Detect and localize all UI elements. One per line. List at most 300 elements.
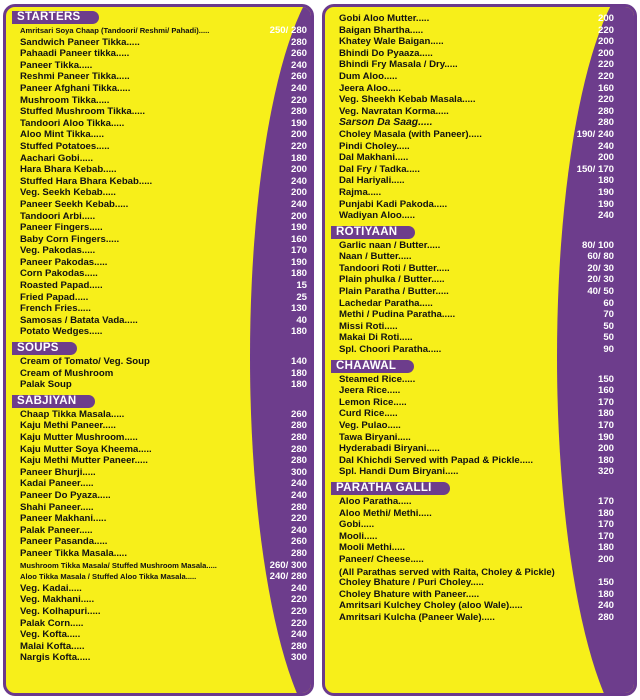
menu-item xyxy=(325,274,634,286)
menu-item xyxy=(6,292,311,304)
item-price: 200 xyxy=(597,36,614,48)
menu-item xyxy=(6,513,311,525)
item-price: 20/ 30 xyxy=(587,262,614,274)
item-price: 180 xyxy=(597,175,614,187)
menu-item xyxy=(325,420,634,432)
menu-item xyxy=(325,577,634,589)
item-price: 280 xyxy=(290,455,307,467)
item-name: Reshmi Paneer Tikka..... xyxy=(20,71,130,83)
menu-item xyxy=(325,106,634,118)
item-name: Tandoori Roti / Butter..... xyxy=(339,262,450,274)
item-name: Steamed Rice..... xyxy=(339,373,416,385)
item-name: Hara Bhara Kebab..... xyxy=(20,164,117,176)
item-price: 190 xyxy=(290,256,307,268)
item-price: 220 xyxy=(597,70,614,82)
menu-item xyxy=(6,187,311,199)
item-name: Stuffed Hara Bhara Kebab..... xyxy=(20,175,153,187)
item-price: 260/ 300 xyxy=(269,559,307,571)
item-price: 240 xyxy=(290,524,307,536)
item-name: Veg. Pulao..... xyxy=(339,420,401,431)
menu-item xyxy=(325,298,634,310)
menu-item xyxy=(325,542,634,554)
item-name: Kaju Methi Paneer..... xyxy=(20,420,116,432)
item-name: Plain phulka / Butter..... xyxy=(339,274,445,286)
item-price: 160 xyxy=(597,385,614,397)
item-name: Cream of Mushroom xyxy=(20,367,114,379)
menu-item xyxy=(6,618,311,630)
item-price: 220 xyxy=(290,605,307,617)
menu-item xyxy=(325,117,634,129)
item-name: Samosas / Batata Vada..... xyxy=(20,314,138,326)
menu-item xyxy=(325,321,634,333)
menu-section xyxy=(325,478,634,624)
item-name: Palak Corn..... xyxy=(20,617,84,629)
item-price: 240 xyxy=(597,600,614,612)
item-price: 180 xyxy=(597,542,614,554)
menu-item xyxy=(6,641,311,653)
menu-item xyxy=(325,129,634,141)
menu-item xyxy=(6,467,311,479)
item-name: Gobi..... xyxy=(339,519,375,531)
menu-item xyxy=(325,455,634,467)
item-name: Aloo Paratha..... xyxy=(339,495,412,507)
item-name: Veg. Kadai..... xyxy=(20,582,82,594)
item-price: 220 xyxy=(290,94,307,106)
item-price: 130 xyxy=(290,303,307,315)
menu-item xyxy=(6,268,311,280)
item-price: 240 xyxy=(290,582,307,594)
menu-item xyxy=(6,303,311,315)
menu-item xyxy=(6,548,311,560)
item-name: Choley Bhature with Paneer..... xyxy=(339,588,480,600)
item-price: 60/ 80 xyxy=(587,251,614,263)
section-header: CHAAWAL xyxy=(331,360,414,373)
item-name: Punjabi Kadi Pakoda..... xyxy=(339,198,448,210)
menu-item xyxy=(6,326,311,338)
menu-item xyxy=(6,629,311,641)
item-price: 160 xyxy=(597,82,614,94)
item-price: 180 xyxy=(597,408,614,420)
item-name: Curd Rice..... xyxy=(339,408,398,420)
item-name: Mooli Methi..... xyxy=(339,542,406,554)
item-price: 25 xyxy=(296,291,307,303)
item-price: 240 xyxy=(290,478,307,490)
item-price: 260 xyxy=(290,48,307,60)
menu-item xyxy=(325,210,634,222)
menu-item xyxy=(6,37,311,49)
item-name: Paneer Makhani..... xyxy=(20,513,107,525)
menu-item xyxy=(6,315,311,327)
menu-item xyxy=(6,490,311,502)
menu-item xyxy=(325,164,634,176)
menu-item xyxy=(325,83,634,95)
item-price: 60 xyxy=(603,297,614,309)
menu-item xyxy=(6,583,311,595)
item-price: 250/ 280 xyxy=(269,25,307,36)
item-name: Kaju Methi Mutter Paneer..... xyxy=(20,455,148,467)
item-name: Naan / Butter..... xyxy=(339,251,412,263)
item-price: 190 xyxy=(290,222,307,234)
item-price: 240 xyxy=(290,198,307,210)
item-price: 240 xyxy=(597,140,614,152)
menu-item xyxy=(6,106,311,118)
item-price: 180 xyxy=(290,326,307,338)
menu-item xyxy=(325,332,634,344)
menu-item xyxy=(325,309,634,321)
item-name: Choley Bhature / Puri Choley..... xyxy=(339,577,484,589)
item-name: Kaju Mutter Soya Kheema..... xyxy=(20,443,152,455)
menu-section xyxy=(325,356,634,478)
menu-item xyxy=(6,118,311,130)
item-name: Roasted Papad..... xyxy=(20,280,103,292)
menu-item xyxy=(6,257,311,269)
menu-item xyxy=(6,536,311,548)
menu-item xyxy=(325,344,634,356)
item-price: 180 xyxy=(290,379,307,391)
menu-item xyxy=(325,443,634,455)
left-menu-panel xyxy=(3,4,314,696)
menu-item xyxy=(6,245,311,257)
item-price: 200 xyxy=(290,187,307,199)
item-name: Paneer Pasanda..... xyxy=(20,536,108,548)
item-price: 40 xyxy=(296,314,307,326)
item-price: 240 xyxy=(290,59,307,71)
item-price: 50 xyxy=(603,332,614,344)
item-name: Paneer Seekh Kebab..... xyxy=(20,198,129,210)
section-header: ROTIYAAN xyxy=(331,226,415,239)
menu-item xyxy=(6,199,311,211)
menu-item xyxy=(325,554,634,566)
item-name: Plain Paratha / Butter..... xyxy=(339,286,449,298)
item-price: 180 xyxy=(290,367,307,379)
menu-item xyxy=(325,59,634,71)
item-price: 300 xyxy=(290,652,307,664)
item-name: Kaju Mutter Mushroom..... xyxy=(20,432,138,443)
item-price: 280 xyxy=(290,443,307,455)
section-header: STARTERS xyxy=(12,11,99,24)
item-price: 150 xyxy=(597,373,614,385)
item-name: Palak Paneer..... xyxy=(20,524,93,536)
item-price: 300 xyxy=(290,466,307,478)
item-name: Jeera Aloo..... xyxy=(339,82,402,94)
item-price: 280 xyxy=(597,611,614,623)
item-name: Dal Hariyali..... xyxy=(339,175,405,187)
right-menu-content xyxy=(325,7,634,693)
item-name: Sarson Da Saag..... xyxy=(339,117,433,129)
item-name: Mushroom Tikka Masala/ Stuffed Mushroom Masala..... xyxy=(20,560,217,570)
menu-item xyxy=(6,560,311,572)
item-price: 220 xyxy=(597,94,614,106)
item-name: Choley Masala (with Paneer)..... xyxy=(339,128,482,140)
item-price: 180 xyxy=(597,588,614,600)
menu-item xyxy=(6,356,311,368)
menu-item xyxy=(6,25,311,37)
item-price: 220 xyxy=(597,59,614,71)
menu-item xyxy=(325,600,634,612)
menu-item xyxy=(6,525,311,537)
item-price: 200 xyxy=(597,47,614,59)
menu-item xyxy=(325,286,634,298)
item-price: 280 xyxy=(290,106,307,118)
menu-item xyxy=(6,141,311,153)
menu-item xyxy=(325,374,634,386)
item-name: Rajma..... xyxy=(339,186,382,198)
menu-item xyxy=(6,95,311,107)
item-price: 320 xyxy=(597,466,614,478)
item-price: 240 xyxy=(290,489,307,501)
item-name: Paneer Tikka..... xyxy=(20,59,93,71)
item-name: Paneer Afghani Tikka..... xyxy=(20,82,131,94)
menu-item xyxy=(6,478,311,490)
item-price: 170 xyxy=(597,495,614,507)
section-header: SOUPS xyxy=(12,342,77,355)
item-price: 200 xyxy=(290,210,307,222)
item-name: Aloo Tikka Masala / Stuffed Aloo Tikka Masala..... xyxy=(20,572,197,582)
item-price: 200 xyxy=(597,553,614,565)
item-name: Chaap Tikka Masala..... xyxy=(20,408,125,420)
right-menu-panel xyxy=(322,4,637,696)
item-price: 180 xyxy=(597,454,614,466)
item-name: Lemon Rice..... xyxy=(339,396,407,408)
item-price: 200 xyxy=(597,152,614,164)
menu-item xyxy=(6,368,311,380)
menu-item xyxy=(325,187,634,199)
item-price: 280 xyxy=(290,547,307,559)
menu-section xyxy=(6,7,311,338)
item-price: 180 xyxy=(290,152,307,164)
menu-item xyxy=(325,251,634,263)
item-name: Paneer Bhurji..... xyxy=(20,466,96,478)
menu-item xyxy=(6,280,311,292)
item-price: 240 xyxy=(290,175,307,187)
item-price: 170 xyxy=(597,519,614,531)
item-price: 280 xyxy=(597,105,614,117)
menu-section xyxy=(6,338,311,391)
item-price: 90 xyxy=(603,344,614,356)
item-name: Garlic naan / Butter..... xyxy=(339,239,441,251)
menu-item xyxy=(6,444,311,456)
item-price: 20/ 30 xyxy=(587,274,614,286)
menu-section xyxy=(325,222,634,356)
item-price: 220 xyxy=(290,617,307,629)
menu-item xyxy=(6,176,311,188)
item-name: Aachari Gobi..... xyxy=(20,152,94,164)
menu-item xyxy=(325,397,634,409)
menu-item xyxy=(6,420,311,432)
menu-section xyxy=(325,7,634,222)
item-name: Stuffed Potatoes..... xyxy=(20,140,110,152)
item-price: 140 xyxy=(290,356,307,368)
item-name: Fried Papad..... xyxy=(20,291,89,303)
item-price: 190 xyxy=(597,431,614,443)
item-price: 200 xyxy=(597,443,614,455)
menu-item xyxy=(325,519,634,531)
item-price: 220 xyxy=(290,594,307,606)
menu-item xyxy=(325,531,634,543)
menu-item xyxy=(6,60,311,72)
menu-item xyxy=(325,48,634,60)
item-price: 190 xyxy=(597,186,614,198)
item-name: French Fries..... xyxy=(20,303,91,315)
menu-section xyxy=(6,391,311,664)
item-name: Hyderabadi Biryani..... xyxy=(339,443,440,455)
item-price: 220 xyxy=(290,140,307,152)
item-name: Nargis Kofta..... xyxy=(20,652,91,664)
menu-item xyxy=(6,606,311,618)
menu-item xyxy=(325,408,634,420)
item-name: Aloo Mint Tikka..... xyxy=(20,129,105,141)
item-price: 280 xyxy=(290,420,307,432)
item-name: Baigan Bhartha..... xyxy=(339,24,424,36)
item-price: 170 xyxy=(290,245,307,257)
item-name: Pindi Choley..... xyxy=(339,140,410,152)
item-price: 240 xyxy=(290,82,307,94)
item-name: Amritsari Kulcha (Paneer Wale)..... xyxy=(339,611,495,623)
item-name: Lachedar Paratha..... xyxy=(339,297,433,309)
menu-item xyxy=(6,594,311,606)
item-name: Paneer/ Cheese..... xyxy=(339,553,424,565)
item-price: 280 xyxy=(597,117,614,129)
item-name: Spl. Handi Dum Biryani..... xyxy=(339,466,459,478)
item-price: 280 xyxy=(290,36,307,48)
item-name: Veg. Pakodas..... xyxy=(20,245,96,257)
menu-item xyxy=(325,13,634,25)
item-name: Wadiyan Aloo..... xyxy=(339,210,416,222)
item-name: Pahaadi Paneer tikka..... xyxy=(20,48,130,60)
item-price: 180 xyxy=(597,507,614,519)
menu-item xyxy=(325,589,634,601)
item-name: Gobi Aloo Mutter..... xyxy=(339,13,430,24)
menu-item xyxy=(6,432,311,444)
item-price: 150 xyxy=(597,577,614,589)
item-name: Dal Fry / Tadka..... xyxy=(339,163,420,175)
item-price: 240 xyxy=(290,629,307,641)
menu-item xyxy=(325,175,634,187)
item-price: 160 xyxy=(290,233,307,245)
item-name: Baby Corn Fingers..... xyxy=(20,233,120,245)
menu-item xyxy=(6,153,311,165)
item-name: Palak Soup xyxy=(20,379,72,391)
item-price: 200 xyxy=(290,164,307,176)
menu-item xyxy=(325,432,634,444)
menu-item xyxy=(6,83,311,95)
item-name: Amritsari Soya Chaap (Tandoori/ Reshmi/ Pahadi)..... xyxy=(20,26,210,35)
menu-item xyxy=(6,379,311,391)
item-name: Corn Pakodas..... xyxy=(20,268,98,280)
item-name: Paneer Tikka Masala..... xyxy=(20,547,128,559)
item-name: Mushroom Tikka..... xyxy=(20,94,110,106)
item-price: 200 xyxy=(597,13,614,24)
item-price: 190/ 240 xyxy=(576,128,614,140)
menu-item xyxy=(6,164,311,176)
menu-item xyxy=(325,25,634,37)
menu-item xyxy=(325,94,634,106)
item-name: Malai Kofta..... xyxy=(20,640,85,652)
item-name: Veg. Makhani..... xyxy=(20,594,95,606)
menu-item xyxy=(6,652,311,664)
item-name: Khatey Wale Baigan..... xyxy=(339,36,444,48)
item-price: 200 xyxy=(290,129,307,141)
item-name: Veg. Seekh Kebab..... xyxy=(20,187,116,199)
item-name: Spl. Choori Paratha..... xyxy=(339,344,442,356)
menu-item xyxy=(325,508,634,520)
item-name: Dal Khichdi Served with Papad & Pickle..... xyxy=(339,454,534,466)
item-name: Veg. Kolhapuri..... xyxy=(20,605,101,617)
item-name: Tandoori Arbi..... xyxy=(20,210,96,222)
section-header: SABJIYAN xyxy=(12,395,95,408)
item-name: Jeera Rice..... xyxy=(339,385,401,397)
menu-item xyxy=(6,222,311,234)
item-price: 260 xyxy=(290,71,307,83)
item-name: Bhindi Fry Masala / Dry..... xyxy=(339,59,458,71)
item-price: 240/ 280 xyxy=(269,571,307,583)
item-price: 190 xyxy=(290,117,307,129)
item-name: Missi Roti..... xyxy=(339,320,398,332)
item-name: Amritsari Kulchey Choley (aloo Wale)..... xyxy=(339,600,523,612)
item-name: Cream of Tomato/ Veg. Soup xyxy=(20,356,150,368)
menu-item xyxy=(6,71,311,83)
menu-item xyxy=(6,129,311,141)
menu-item xyxy=(6,571,311,583)
item-name: Paneer Do Pyaza..... xyxy=(20,489,111,501)
item-name: Stuffed Mushroom Tikka..... xyxy=(20,106,146,118)
menu-item xyxy=(325,141,634,153)
item-price: 170 xyxy=(597,420,614,431)
item-price: 15 xyxy=(296,280,307,292)
item-name: Makai Di Roti..... xyxy=(339,332,413,344)
menu-item xyxy=(325,466,634,478)
item-price: 280 xyxy=(290,501,307,513)
item-price: 150/ 170 xyxy=(576,163,614,175)
item-name: Mooli..... xyxy=(339,530,378,542)
item-price: 260 xyxy=(290,408,307,420)
menu-item xyxy=(325,263,634,275)
menu-item xyxy=(6,502,311,514)
item-price: 170 xyxy=(597,396,614,408)
item-name: Sandwich Paneer Tikka..... xyxy=(20,36,140,48)
item-name: Paneer Fingers..... xyxy=(20,222,103,234)
menu-item xyxy=(325,240,634,252)
item-name: Methi / Pudina Paratha..... xyxy=(339,309,456,321)
section-header: PARATHA GALLI xyxy=(331,482,450,495)
item-price: 170 xyxy=(597,530,614,542)
menu-item xyxy=(325,612,634,624)
item-price: 240 xyxy=(597,210,614,222)
item-name: Aloo Methi/ Methi..... xyxy=(339,507,432,519)
menu-item xyxy=(6,211,311,223)
item-price: 50 xyxy=(603,320,614,332)
menu-item xyxy=(325,71,634,83)
item-price: 220 xyxy=(290,513,307,525)
item-price: 40/ 50 xyxy=(587,286,614,298)
menu-item xyxy=(6,409,311,421)
menu-item xyxy=(325,152,634,164)
menu-item xyxy=(325,385,634,397)
item-price: 220 xyxy=(597,24,614,36)
item-price: 260 xyxy=(290,536,307,548)
item-price: 70 xyxy=(603,309,614,321)
item-name: Dum Aloo..... xyxy=(339,70,398,82)
menu-note: (All Parathas served with Raita, Choley & Pickle) xyxy=(339,565,555,577)
item-name: Veg. Navratan Korma..... xyxy=(339,105,449,117)
menu-item xyxy=(325,36,634,48)
menu-item xyxy=(325,496,634,508)
item-price: 80/ 100 xyxy=(581,239,614,251)
item-price: 190 xyxy=(597,198,614,210)
item-price: 280 xyxy=(290,432,307,443)
item-name: Shahi Paneer..... xyxy=(20,501,94,513)
menu-item xyxy=(6,455,311,467)
